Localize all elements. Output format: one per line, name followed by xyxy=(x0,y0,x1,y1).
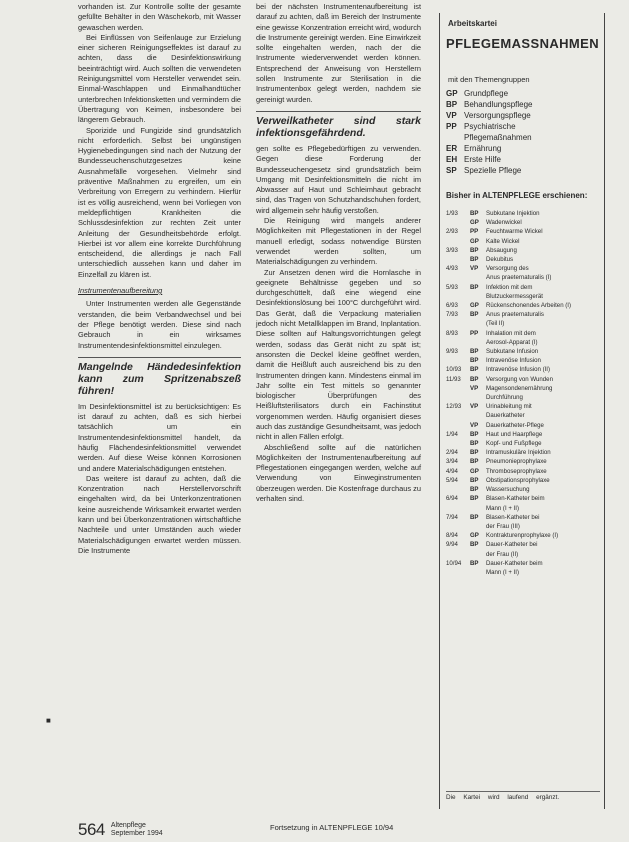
issue-title: Rückenschonendes Arbeiten (I) xyxy=(486,302,572,310)
list-item xyxy=(446,457,604,466)
list-item xyxy=(446,540,604,549)
issue-date xyxy=(446,237,470,246)
group-label: Pflegemaßnahmen xyxy=(464,133,532,142)
issue-date: 6/94 xyxy=(446,495,458,503)
list-item xyxy=(446,411,604,420)
list-item xyxy=(446,283,604,292)
issue-date xyxy=(446,421,470,430)
list-item xyxy=(446,421,604,430)
issue-title: Anus praeternaturalis xyxy=(486,311,544,319)
group-label: Ernährung xyxy=(464,144,502,153)
issue-code xyxy=(470,393,486,402)
issue-date: 8/94 xyxy=(446,532,458,540)
list-item xyxy=(446,476,604,485)
issue-date: 9/94 xyxy=(446,541,458,549)
issue-title: Dauer-Katheter beim xyxy=(486,559,543,567)
issue-date: 6/93 xyxy=(446,302,458,310)
issue-title: Infektion mit dem xyxy=(486,283,533,291)
list-item xyxy=(446,292,604,301)
issue-date xyxy=(446,550,470,559)
issue-title: Absaugung xyxy=(486,246,517,254)
list-item xyxy=(446,402,604,411)
issue-title: Durchführung xyxy=(486,394,523,402)
issue-title: Intravenöse Infusion (II) xyxy=(486,366,551,374)
issue-date: 3/94 xyxy=(446,458,458,466)
magazine-line-2: September 1994 xyxy=(110,830,163,837)
issue-code: VP xyxy=(470,384,479,392)
issue-date: 9/93 xyxy=(446,348,458,356)
list-item xyxy=(446,246,604,255)
issue-date: 8/93 xyxy=(446,329,458,337)
group-code: GP xyxy=(446,89,458,98)
issue-title: Blasen-Katheter beim xyxy=(486,495,545,503)
issue-code: BP xyxy=(470,559,479,567)
issue-code: BP xyxy=(470,256,479,264)
issue-code xyxy=(470,568,486,577)
list-item xyxy=(446,485,604,494)
issue-date: 12/93 xyxy=(446,403,462,411)
list-item xyxy=(446,264,604,273)
issue-code: BP xyxy=(470,283,479,291)
issue-title: Blasen-Katheter bei xyxy=(486,513,540,521)
list-item xyxy=(446,375,604,384)
issue-date xyxy=(446,356,470,365)
issue-code: VP xyxy=(470,265,479,273)
issue-date xyxy=(446,411,470,420)
issue-date xyxy=(446,384,470,393)
list-item xyxy=(446,218,604,227)
group-label: Erste Hilfe xyxy=(464,155,501,164)
group-code: SP xyxy=(446,166,457,175)
issue-code: VP xyxy=(470,421,479,429)
paragraph: Sporizide und Fungizide sind grundsätzlich nicht erforderlich. Selbst bei ungünstigen Hygienebedingungen sind nach der Nutzung der Bundesseuchenschutzgesetzes keine Ausnahmefälle vorgesehen. Vielmehr sind präventive Maßnahmen zu ergreifen, um ein Verbreitung von Erregern zu verhindern. Hierfür ist es völlig ausreichend, wenn bei Vorliegen von meldepflichtigen Krankheiten die Schlussdesinfektion zur rechten Zeit unter Anleitung der Gesundheitsbehörde erfolgt. Hierbei ist vor allem eine korrekte Durchführung entscheidend, die allerdings je nach Fall unterschiedlich aussehen kann und daher im Einzelfall zu klären ist. xyxy=(78,125,241,279)
group-label: Versorgungspflege xyxy=(464,111,531,120)
middle-text-column xyxy=(256,2,421,504)
issue-title: Haut und Haarpflege xyxy=(486,430,543,438)
issue-date: 1/94 xyxy=(446,430,458,438)
list-item xyxy=(446,356,604,365)
list-item xyxy=(446,209,604,218)
sidebar-subtitle: mit den Themengruppen xyxy=(448,75,530,84)
issue-code: BP xyxy=(470,366,479,374)
issue-title: Kontrakturenprophylaxe (I) xyxy=(486,532,559,540)
list-item xyxy=(446,365,604,374)
group-label: Psychiatrische xyxy=(464,122,516,131)
issue-date xyxy=(446,338,470,347)
issue-code: GP xyxy=(470,467,479,475)
issue-title: Mann (I + II) xyxy=(486,568,520,576)
issue-code xyxy=(470,522,486,531)
issue-code: BP xyxy=(470,440,479,448)
group-code: EH xyxy=(446,155,458,164)
issue-title: Obstipationsprophylaxe xyxy=(486,476,550,484)
issue-date: 5/93 xyxy=(446,283,458,291)
issue-title: Kalte Wickel xyxy=(486,237,520,245)
list-item xyxy=(446,384,604,393)
issue-code xyxy=(470,550,486,559)
issue-date xyxy=(446,255,470,264)
list-item xyxy=(446,227,604,236)
list-item xyxy=(446,319,604,328)
paragraph: Abschließend sollte auf die natürlichen Möglichkeiten der Instrumentenaufbereitung auf Pflegestationen eingegangen werden, welche auf Verwendung von Einweginstrumenten überzeugen werden. Die Kostenfrage durchaus zu verhalten sind. xyxy=(256,442,421,504)
group-item xyxy=(446,99,604,110)
issue-code xyxy=(470,273,486,282)
issue-date: 7/93 xyxy=(446,311,458,319)
margin-mark: ■ xyxy=(46,716,51,725)
issue-code: BP xyxy=(470,541,479,549)
issue-date xyxy=(446,393,470,402)
continuation-note: Fortsetzung in ALTENPFLEGE 10/94 xyxy=(270,823,394,832)
issue-title: Urinableitung mit xyxy=(486,403,532,411)
paragraph: gen sollte es Pflegebedürftigen zu verwenden. Gegen diese Forderung der Bundesseuchengesetz sind grundsätzlich beim Umgang mit Desinfektionsmitteln die nicht im Abwasser auf Haut und Schleimhaut gebracht sind, das Tragen von Schutzhandschuhen fordert, wird allgemein sehr häufig verstoßen. xyxy=(256,143,421,215)
issue-code: BP xyxy=(470,476,479,484)
highlight-heading: Mangelnde Händedesinfektion kann zum Spritzenabszeß führen! xyxy=(78,357,241,397)
paragraph: Die Reinigung wird mangels anderer Möglichkeiten mit Pflegestationen in der Regel manuell erledigt, sodass notwendige Bürsten verwendet werden sollten, um Materialschädigungen zu verhindern. xyxy=(256,216,421,267)
issue-code: BP xyxy=(470,430,479,438)
issue-date xyxy=(446,218,470,227)
paragraph: vorhanden ist. Zur Kontrolle sollte der gesamte gefüllte Behälter in den Wäschekorb, mit Wasser gewaschen werden. xyxy=(78,2,241,32)
sidebar-box xyxy=(439,13,605,809)
list-item xyxy=(446,393,604,402)
list-item xyxy=(446,504,604,513)
page-number: 564 xyxy=(78,820,105,839)
list-item xyxy=(446,522,604,531)
issue-date: 2/93 xyxy=(446,228,458,236)
group-code xyxy=(446,132,464,143)
paragraph: Das weitere ist darauf zu achten, daß die Konzentration nach Herstellervorschrift eingehalten wird, da bei Unterkonzentrationen keine ausreichende Wirksamkeit erwartet werden kann und bei Überkonzentrationen wirtschaftliche Nachteile und unter Umständen auch wieder Materialschädigungen erwartet werden müssen. Die Instrumente xyxy=(78,473,241,555)
issue-code: GP xyxy=(470,237,479,245)
issue-title: Dauerkatheter-Pflege xyxy=(486,421,544,429)
issue-code: BP xyxy=(470,495,479,503)
list-item xyxy=(446,329,604,338)
issue-date xyxy=(446,504,470,513)
issue-date xyxy=(446,568,470,577)
issue-date xyxy=(446,292,470,301)
sub-heading: Instrumentenaufbereitung xyxy=(78,286,163,296)
issue-date: 7/94 xyxy=(446,513,458,521)
paragraph: Im Desinfektionsmittel ist zu berücksichtigen: Es ist darauf zu achten, daß es sich hierbei tatsächlich um ein Instrumentendesinfektionsmittel handelt, da häufig Flächendesinfektionsmittel verwendet werden. Auf diese Weise können Korrosionen und andere Materialschädigungen entstehen. xyxy=(78,401,241,473)
group-code: ER xyxy=(446,144,458,153)
issue-code: BP xyxy=(470,486,479,494)
paragraph: Zur Ansetzen denen wird die Hornlasche in geeignete Behältnisse gegeben und so durchgeschüttelt, daß eine wiegend eine Desinfektionslösung bei 100°C durchgeführt wird. Das Gerät, daß die Verpackung materialien jedoch nicht Metallklappen im Brand, Inplantation. Diese sollten auf Haltungsvorrichtungen gelegt werden, sodass das Gerät nicht zu spät ist; ansonsten die Deckel kleine geöffnet werden, damit die Heißluft auch ausreichend bis zu den Instrumenten dringen kann. Mindestens einmal im Jahr sollte ein Test mittels so genannter biologischer Überprüfungen des Heißluftsterilisators durch ein Fachinstitut vorgenommen werden. Häufig organisiert dieses auch das zuständige Gesundheitsamt, was jedoch nicht in allen Fällen erfolgt. xyxy=(256,267,421,442)
group-label: Grundpflege xyxy=(464,89,509,98)
issue-code: GP xyxy=(470,532,479,540)
issue-title: Thromboseprophylaxe xyxy=(486,467,547,475)
issue-code xyxy=(470,411,486,420)
sidebar-title: PFLEGEMASSNAHMEN xyxy=(446,36,600,51)
issue-title: Anus praeternaturalis (I) xyxy=(486,274,552,282)
issue-date: 5/94 xyxy=(446,476,458,484)
issue-title: Intravenöse Infusion xyxy=(486,357,541,365)
issue-date: 2/94 xyxy=(446,449,458,457)
list-item xyxy=(446,338,604,347)
list-item xyxy=(446,347,604,356)
group-list xyxy=(446,88,604,176)
issue-title: Kopf- und Fußpflege xyxy=(486,440,542,448)
issue-title: Dauerkatheter xyxy=(486,412,525,420)
issue-date: 3/93 xyxy=(446,246,458,254)
issue-code: BP xyxy=(470,375,479,383)
issue-date xyxy=(446,439,470,448)
list-item xyxy=(446,448,604,457)
issue-code: BP xyxy=(470,458,479,466)
list-item xyxy=(446,439,604,448)
issue-title: Intramuskuläre Injektion xyxy=(486,449,551,457)
list-item xyxy=(446,550,604,559)
issue-title: Feuchtwarme Wickel xyxy=(486,228,543,236)
issue-date xyxy=(446,522,470,531)
issue-title: der Frau (III) xyxy=(486,522,520,530)
issue-code: BP xyxy=(470,210,479,217)
group-item xyxy=(446,121,604,132)
issue-date xyxy=(446,485,470,494)
issue-title: Subkutane Injektion xyxy=(486,210,540,217)
sidebar-header: Arbeitskartei xyxy=(448,19,497,28)
issue-code: BP xyxy=(470,311,479,319)
issue-code xyxy=(470,319,486,328)
issue-code: BP xyxy=(470,357,479,365)
magazine-name xyxy=(111,822,163,838)
group-item xyxy=(446,110,604,121)
paragraph: Bei Einflüssen von Seifenlauge zur Erzielung einer sicheren Reinigungseffektes ist darauf zu achten, dass die Desinfektionswirkung beeinträchtigt wird. Auch sollten die verwendeten Reinigungsmittel vom Hersteller verwendet sein. Einmal-Waschlappen und Einmalhandtücher unterbrechen Infektionsketten und vermindern die Übertragung von Keimen, insbesondere bei längerem Gebrauch. xyxy=(78,32,241,125)
issue-date: 10/94 xyxy=(446,559,462,567)
magazine-line-1: Altenpflege xyxy=(110,822,146,829)
issue-date xyxy=(446,319,470,328)
group-label: Behandlungspflege xyxy=(464,100,533,109)
group-item xyxy=(446,165,604,176)
issue-code: BP xyxy=(470,246,479,254)
group-code: BP xyxy=(446,100,458,109)
list-item xyxy=(446,559,604,568)
list-item xyxy=(446,255,604,264)
issue-list xyxy=(446,209,604,577)
list-item xyxy=(446,531,604,540)
issue-date: 4/94 xyxy=(446,467,458,475)
issue-title: Wassersuchung xyxy=(486,486,530,494)
issue-code: PP xyxy=(470,228,479,236)
issue-code: BP xyxy=(470,513,479,521)
issue-title: Pneumonieprophylaxe xyxy=(486,458,547,466)
group-item xyxy=(446,143,604,154)
list-item xyxy=(446,467,604,476)
issue-title: Subkutane Infusion xyxy=(486,348,539,356)
group-item xyxy=(446,88,604,99)
issue-date: 10/93 xyxy=(446,366,462,374)
list-item xyxy=(446,301,604,310)
list-item xyxy=(446,568,604,577)
issue-code: GP xyxy=(470,302,479,310)
paragraph: Unter Instrumenten werden alle Gegenstände verstanden, die beim Verbandwechsel und bei der Pflege benötigt werden. Diese sind nach Gebrauch in ein wirksames Instrumentendesinfektionsmittel einzulegen. xyxy=(78,299,241,350)
issue-date xyxy=(446,273,470,282)
issue-date: 11/93 xyxy=(446,375,461,383)
issue-title: Wadenwickel xyxy=(486,219,522,227)
left-text-column xyxy=(78,2,241,556)
issue-code: GP xyxy=(470,219,479,227)
issue-title: Dauer-Katheter bei xyxy=(486,541,538,549)
issue-title: Mann (I + II) xyxy=(486,504,520,512)
issue-date: 1/93 xyxy=(446,210,458,217)
group-item xyxy=(446,132,604,143)
issue-code: BP xyxy=(470,449,479,457)
issue-title: Blutzuckermessgerät xyxy=(486,292,543,300)
list-heading: Bisher in ALTENPFLEGE erschienen: xyxy=(446,191,588,200)
group-label: Spezielle Pflege xyxy=(464,166,522,175)
issue-title: Versorgung des xyxy=(486,265,529,273)
list-item xyxy=(446,310,604,319)
highlight-heading: Verweilkatheter sind stark infektionsgefährdend. xyxy=(256,111,421,139)
issue-code xyxy=(470,504,486,513)
list-item xyxy=(446,513,604,522)
paragraph: bei der nächsten Instrumentenaufbereitung ist darauf zu achten, daß im Bereich der Instrumente eine gewisse Konzentration erreicht wird, wodurch die Instrumente gereinigt werden. Eine Einwirkzeit sollte eingehalten werden, nach der die Instrumente wiederverwendet werden können. Entsprechend der Anweisung von Herstellern sollen Instrumente zur Sterilisation in die Instrumentenbox gelegt werden, nachdem sie gereinigt wurden. xyxy=(256,2,421,104)
list-item xyxy=(446,273,604,282)
list-item xyxy=(446,237,604,246)
group-code: PP xyxy=(446,122,457,131)
issue-title: Inhalation mit dem xyxy=(486,329,536,337)
issue-code: PP xyxy=(470,329,479,337)
issue-code: VP xyxy=(470,403,479,411)
sidebar-footer: Die Kartei wird laufend ergänzt. xyxy=(446,791,600,801)
issue-code: BP xyxy=(470,348,479,356)
issue-title: Aerosol-Apparat (I) xyxy=(486,338,538,346)
issue-title: (Teil II) xyxy=(486,320,505,328)
group-code: VP xyxy=(446,111,457,120)
group-item xyxy=(446,154,604,165)
list-item xyxy=(446,430,604,439)
issue-title: Versorgung von Wunden xyxy=(486,375,553,383)
issue-title: Dekubitus xyxy=(486,256,514,264)
issue-code xyxy=(470,292,486,301)
list-item xyxy=(446,494,604,503)
issue-code xyxy=(470,338,486,347)
page-footer xyxy=(78,822,163,838)
issue-title: der Frau (II) xyxy=(486,550,519,558)
issue-date: 4/93 xyxy=(446,265,458,273)
issue-title: Magensondenernährung xyxy=(486,384,553,392)
